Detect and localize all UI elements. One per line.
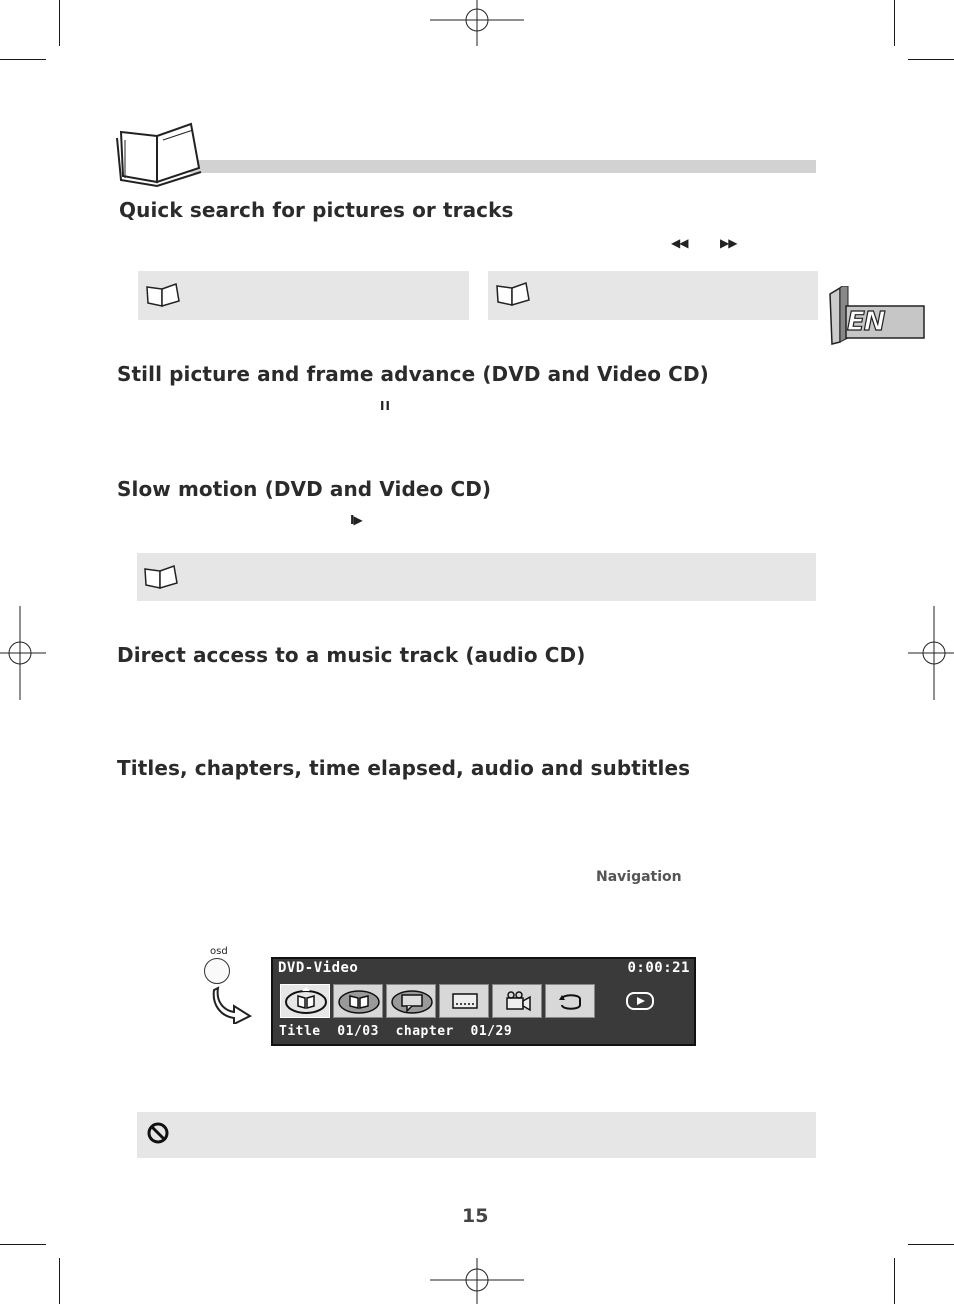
crop-mark <box>908 59 954 60</box>
osd-time: 0:00:21 <box>627 960 690 976</box>
crop-mark <box>894 1258 895 1304</box>
pause-icon: II <box>380 399 391 413</box>
subtitle-icon[interactable] <box>439 984 489 1018</box>
prohibited-icon <box>146 1121 170 1145</box>
osd-panel <box>271 957 696 1046</box>
slow-motion-icon: I▶ <box>350 513 362 527</box>
osd-button-label: osd <box>210 946 228 957</box>
osd-button[interactable] <box>204 958 230 984</box>
header-bar <box>190 160 816 173</box>
section-heading-direct-access: Direct access to a music track (audio CD) <box>117 643 586 667</box>
title-icon[interactable] <box>280 984 330 1018</box>
section-heading-quick-search: Quick search for pictures or tracks <box>119 198 514 222</box>
note-box <box>138 271 469 320</box>
play-status-icon <box>626 992 654 1010</box>
navigation-label: Navigation <box>596 869 682 885</box>
crop-mark <box>894 0 895 46</box>
osd-disc-type: DVD-Video <box>278 960 359 976</box>
note-book-icon <box>495 281 531 307</box>
registration-mark-bottom <box>430 1258 524 1304</box>
angle-icon[interactable] <box>492 984 542 1018</box>
audio-icon[interactable] <box>386 984 436 1018</box>
language-tab-label: EN <box>847 307 885 337</box>
crop-mark <box>59 1258 60 1304</box>
registration-mark-left <box>0 606 48 700</box>
crop-mark <box>908 1244 954 1245</box>
note-book-icon <box>145 282 181 308</box>
registration-mark-top <box>430 0 524 48</box>
note-book-icon <box>143 564 179 590</box>
curved-arrow-icon <box>212 986 256 1024</box>
crop-mark <box>0 59 46 60</box>
page-number: 15 <box>462 1205 489 1227</box>
crop-mark <box>0 1244 46 1245</box>
osd-title-chapter-status: Title 01/03 chapter 01/29 <box>279 1024 513 1039</box>
crop-mark <box>59 0 60 46</box>
repeat-icon[interactable] <box>545 984 595 1018</box>
open-book-icon <box>113 120 205 188</box>
note-box <box>488 271 818 320</box>
fast-forward-icon: ▶▶ <box>720 236 737 250</box>
warning-box <box>137 1112 816 1158</box>
registration-mark-right <box>906 606 954 700</box>
section-heading-still-picture: Still picture and frame advance (DVD and Video CD) <box>117 362 709 386</box>
note-box <box>137 553 816 601</box>
chapter-icon[interactable] <box>333 984 383 1018</box>
section-heading-titles: Titles, chapters, time elapsed, audio and subtitles <box>117 756 691 780</box>
rewind-icon: ◀◀ <box>671 236 688 250</box>
section-heading-slow-motion: Slow motion (DVD and Video CD) <box>117 477 492 501</box>
